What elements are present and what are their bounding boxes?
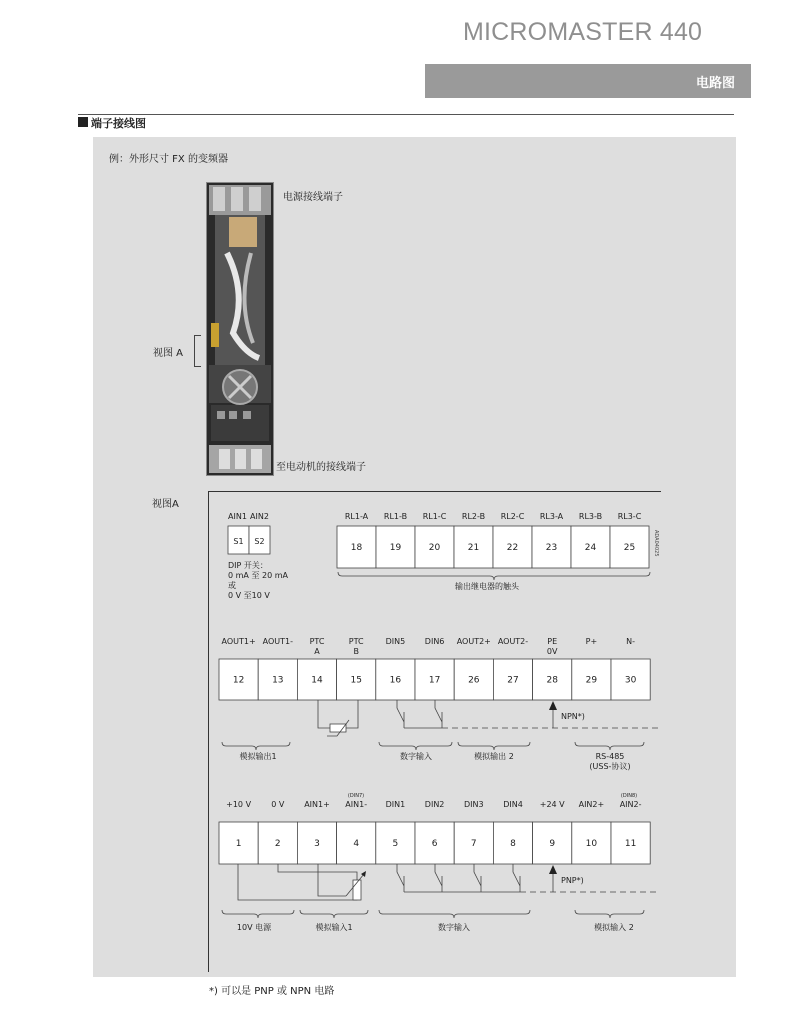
product-title: MICROMASTER 440	[463, 18, 703, 46]
dip-label-ain2: AIN2	[250, 512, 269, 521]
terminal-label: RL3-B	[578, 512, 603, 521]
footnote: *) 可以是 PNP 或 NPN 电路	[209, 986, 335, 997]
row2-terminal-block	[219, 659, 650, 700]
terminal-number: 19	[389, 543, 402, 553]
npn-label: NPN*)	[561, 712, 585, 721]
terminal-number: 15	[350, 675, 362, 686]
terminal-number: 7	[470, 839, 477, 849]
pnp-label: PNP*)	[561, 876, 584, 885]
group-caption-analog-output-2: 模拟输出 2	[474, 752, 514, 761]
ptc-thermistor	[318, 700, 358, 736]
terminal-label: +24 V	[539, 800, 565, 809]
terminal-label: PTC	[309, 637, 325, 646]
terminal-label: DIN6	[424, 637, 445, 646]
terminal-label: RL3-A	[539, 512, 564, 521]
terminal-label: PTC	[348, 637, 364, 646]
dip-switch-s2-label: S2	[254, 537, 265, 546]
terminal-label: AOUT2+	[456, 637, 491, 646]
example-caption: 例：外形尺寸 FX 的变频器	[109, 154, 228, 165]
terminal-number: 1	[235, 839, 242, 849]
terminal-label: RL2-B	[461, 512, 486, 521]
switch-contact-icon	[397, 864, 404, 892]
dip-switch-s1-label: S1	[233, 537, 244, 546]
terminal-label: RL2-C	[500, 512, 525, 521]
terminal-number: 9	[549, 839, 556, 849]
terminal-label: AIN1-	[345, 800, 368, 809]
terminal-number: 17	[428, 675, 441, 686]
group-caption-10v-supply: 10V 电源	[236, 923, 272, 932]
row3-terminal-block	[219, 822, 650, 864]
row2-group-brackets	[222, 742, 644, 750]
relay-side-code: ADA04025	[653, 530, 659, 557]
terminal-label: DIN3	[464, 800, 484, 809]
potentiometer-wiring	[238, 864, 366, 900]
relay-group-bracket	[338, 572, 650, 580]
arrow-up-icon	[549, 865, 557, 874]
terminal-label: A	[314, 647, 320, 656]
group-caption-uss: (USS-协议)	[589, 762, 631, 771]
group-caption-analog-input-2: 模拟输入 2	[594, 923, 634, 932]
dip-label-ain1: AIN1	[228, 512, 247, 521]
terminal-number: 24	[584, 543, 597, 553]
terminal-number: 5	[392, 839, 399, 849]
terminal-label: AIN2+	[578, 800, 605, 809]
terminal-label: DIN5	[385, 637, 406, 646]
row2-terminal-labels	[222, 637, 636, 656]
dip-switch-block	[228, 512, 288, 600]
terminal-number: 25	[623, 543, 636, 553]
row3-terminal-labels	[226, 800, 641, 809]
dip-desc-line: 或	[228, 581, 236, 590]
terminal-number: 3	[314, 839, 320, 849]
view-a-label: 视图 A	[153, 348, 184, 359]
terminal-number: 21	[467, 543, 480, 553]
terminal-number: 26	[468, 675, 480, 686]
relay-terminal-block	[337, 526, 649, 568]
dip-desc-line: 0 mA 至 20 mA	[228, 571, 288, 580]
terminal-number: 6	[431, 839, 438, 849]
terminal-label: RL1-C	[422, 512, 447, 521]
terminal-number: 2	[274, 839, 281, 849]
terminal-label: AOUT2-	[497, 637, 529, 646]
terminal-number: 13	[272, 675, 284, 686]
terminal-number: 22	[506, 543, 519, 553]
terminal-number: 11	[624, 839, 637, 849]
terminal-label: DIN2	[424, 800, 445, 809]
power-terminals-label: 电源接线端子	[283, 192, 343, 203]
group-caption-digital-input: 数字输入	[400, 752, 432, 761]
relay-group-caption: 输出继电器的触头	[455, 582, 519, 591]
dip-desc-line: 0 V 至10 V	[228, 591, 270, 600]
din1-din4-switches	[397, 864, 660, 892]
terminal-label: AOUT1-	[262, 637, 293, 646]
switch-contact-icon	[397, 700, 404, 728]
terminal-label: 0 V	[271, 800, 285, 809]
terminal-number: 10	[585, 839, 598, 849]
terminal-number: 4	[353, 839, 360, 849]
terminal-number: 30	[624, 675, 637, 686]
motor-terminals-label: 至电动机的接线端子	[276, 462, 366, 473]
section-title: 电路图	[695, 76, 735, 91]
switch-contact-icon	[435, 700, 442, 728]
terminal-label: AOUT1+	[221, 637, 256, 646]
row3-group-brackets	[222, 910, 644, 918]
terminal-number: 14	[311, 675, 323, 686]
terminal-label: 0V	[546, 647, 558, 656]
terminal-label: RL1-A	[344, 512, 369, 521]
dip-desc-line: DIP 开关：	[228, 561, 268, 570]
terminal-label: DIN1	[385, 800, 406, 809]
switch-contact-icon	[513, 864, 520, 892]
group-caption-analog-input-1: 模拟输入1	[315, 923, 353, 932]
section-heading: 端子接线图	[91, 117, 146, 130]
terminal-label: AIN1+	[304, 800, 330, 809]
terminal-number: 29	[585, 675, 598, 686]
ptc-resistor-icon	[330, 724, 346, 732]
terminal-label: PE	[547, 637, 558, 646]
relay-terminal-labels	[345, 512, 642, 521]
terminal-label: DIN4	[503, 800, 523, 809]
group-caption-analog-output-1: 模拟输出1	[239, 752, 277, 761]
group-caption-digital-input: 数字输入	[438, 923, 470, 932]
terminal-label: AIN2-	[619, 800, 642, 809]
terminal-label: RL3-C	[617, 512, 642, 521]
group-caption-rs485: RS-485	[595, 752, 625, 761]
terminal-number: 12	[232, 675, 245, 686]
terminal-label: +10 V	[226, 800, 252, 809]
terminal-number: 18	[350, 543, 363, 553]
din7-note: (DIN7)	[347, 793, 365, 799]
din8-note: (DIN8)	[620, 793, 638, 799]
diagram-view-label: 视图A	[152, 499, 179, 510]
terminal-number: 27	[507, 675, 519, 686]
terminal-number: 16	[389, 675, 402, 686]
arrow-up-icon	[549, 701, 557, 710]
terminal-number: 8	[510, 839, 516, 849]
terminal-label: P+	[585, 637, 598, 646]
switch-contact-icon	[474, 864, 481, 892]
din5-din6-switches	[397, 700, 660, 728]
terminal-label: RL1-B	[383, 512, 408, 521]
terminal-label: B	[353, 647, 359, 656]
switch-contact-icon	[435, 864, 442, 892]
terminal-number: 23	[545, 543, 558, 553]
terminal-number: 28	[546, 675, 558, 686]
terminal-label: N-	[626, 637, 636, 646]
terminal-number: 20	[428, 543, 441, 553]
